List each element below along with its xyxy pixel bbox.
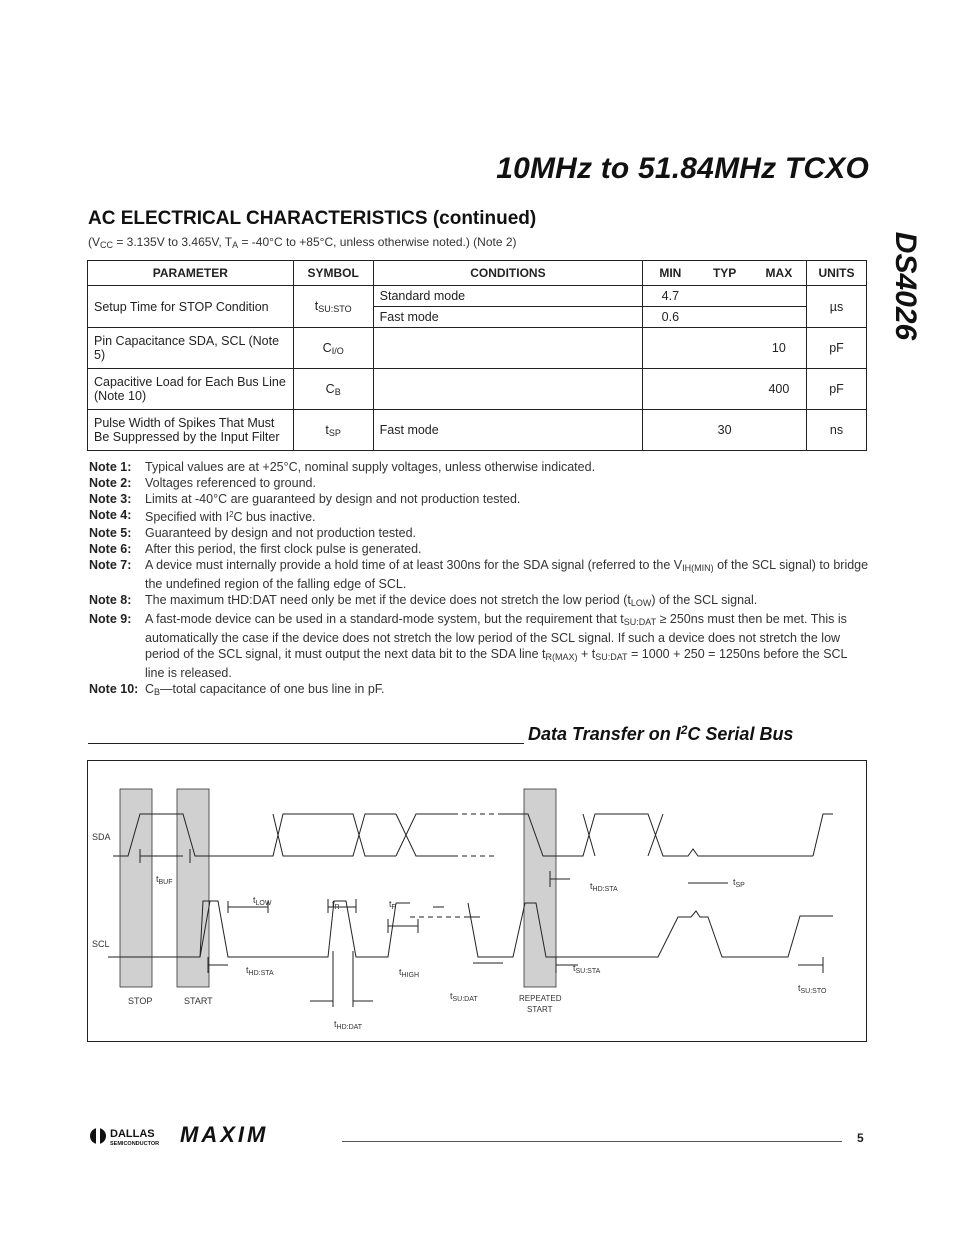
page-number: 5 [857, 1131, 864, 1145]
row-units: µs [807, 286, 867, 328]
page-title: 10MHz to 51.84MHz TCXO [496, 152, 869, 185]
side-part-number-text: DS4026 [889, 231, 922, 341]
table-row [88, 328, 867, 369]
row-parameter: Pulse Width of Spikes That Must Be Suppressed by the Input Filter [88, 410, 294, 451]
diagram-heading-rule [88, 743, 524, 744]
note-item: Note 10: $C_B—total$ capacitance of one bus line in pF. [89, 682, 385, 697]
row-units: pF [807, 369, 867, 410]
row-symbol: $t_{SP}$ [293, 410, 373, 451]
diagram-heading: Data Transfer on $I^2C$ Serial Bus [528, 723, 794, 744]
note-item: Note 1: Typical values are at +25°C, nominal supply voltages, unless otherwise indicated. [89, 460, 596, 474]
row-symbol: $t_{SU:STO}$ [293, 286, 373, 328]
tlow-label: $t_{LOW}$ [253, 895, 272, 907]
row-min-typ-max: 4.7 [643, 286, 807, 307]
note-item: Note 9: A fast-mode device can be used in a standard-mode system, but the requirement that $t_{SU:DAT} \ge 250ns$ must then be met. This is automatically the case if the device does not stretch the low period of the SCL signal. If such a device does not stretch the low period of the SCL signal, it must output the next data bit to the SDA line $t_{R(MAX)} + t_{SU:DAT} = 1000 + 250 = 1250ns$ before the SCL line is released. [89, 612, 848, 680]
row-condition [373, 328, 643, 369]
thdsta2-label: $t_{HD:STA}$ [590, 881, 618, 893]
dallas-logo [89, 1125, 179, 1152]
stop-label: STOP [128, 996, 153, 1006]
note-item: Note 6: After this period, the first clock pulse is generated. [89, 542, 422, 556]
header-conditions: CONDITIONS [373, 261, 643, 286]
ac-characteristics-table [87, 260, 867, 451]
note-item: Note 4: Specified with $I^2C$ bus inactive. [89, 508, 316, 524]
svg-text:SEMICONDUCTOR: SEMICONDUCTOR [110, 1141, 160, 1147]
tf-label: $t_F$ [389, 899, 396, 911]
start-label: START [184, 996, 213, 1006]
row-symbol: $C_B$ [293, 369, 373, 410]
header-min-typ-max: MIN TYP MAX [643, 261, 807, 286]
sda-label: SDA [92, 832, 111, 842]
header-symbol: SYMBOL [293, 261, 373, 286]
scl-label: SCL [92, 939, 110, 949]
maxim-logo [180, 1124, 330, 1151]
thddat-label: $t_{HD:DAT}$ [334, 1019, 363, 1031]
row-units: ns [807, 410, 867, 451]
i2c-timing-diagram [87, 760, 867, 1042]
thdsta-label: $t_{HD:STA}$ [246, 965, 274, 977]
row-symbol: $C_{I/O}$ [293, 328, 373, 369]
note-item: Note 3: Limits at -40°C are guaranteed by design and not production tested. [89, 492, 521, 506]
note-item: Note 7: A device must internally provide a hold time of at least 300ns for the SDA signal (referred to the $V_{IH(MIN)}$ of the SCL signal) to bridge the undefined region of the falling edge of SCL. [89, 558, 869, 591]
row-min-typ-max: 10 [643, 328, 807, 369]
table-header-row [88, 261, 867, 286]
section-heading: AC ELECTRICAL CHARACTERISTICS (continued) [88, 208, 537, 229]
tsp-label: $t_{SP}$ [733, 877, 745, 889]
note-item: Note 8: The maximum tHD:DAT need only be met if the device does not stretch the low period $(t_{LOW})$ of the SCL signal. [89, 593, 758, 608]
tr-label: $t_R$ [332, 899, 340, 911]
notes-list [89, 459, 869, 700]
tsusto-label: $t_{SU:STO}$ [798, 983, 827, 995]
test-conditions: ($V_{CC} = 3.135V$ to 3.465V, $T_A = -40^\circ C$ to +85°C, unless otherwise noted.) (Note 2) [88, 235, 517, 250]
table-row [88, 369, 867, 410]
row-parameter: Pin Capacitance SDA, SCL (Note 5) [88, 328, 294, 369]
header-parameter: PARAMETER [88, 261, 294, 286]
svg-text:MAXIM: MAXIM [180, 1124, 269, 1146]
row-condition: Fast mode [373, 307, 643, 328]
tsusta-label: $t_{SU:STA}$ [573, 963, 601, 975]
table-row [88, 410, 867, 451]
header-units: UNITS [807, 261, 867, 286]
side-part-number [870, 216, 940, 356]
table-row [88, 286, 867, 307]
note-item: Note 2: Voltages referenced to ground. [89, 476, 316, 490]
row-min-typ-max: 0.6 [643, 307, 807, 328]
row-parameter: Setup Time for STOP Condition [88, 286, 294, 328]
thigh-label: $t_{HIGH}$ [399, 967, 420, 979]
row-units: pF [807, 328, 867, 369]
row-condition: Standard mode [373, 286, 643, 307]
svg-text:DALLAS: DALLAS [110, 1128, 155, 1140]
note-item: Note 5: Guaranteed by design and not production tested. [89, 526, 417, 540]
tsudat-label: $t_{SU:DAT}$ [450, 991, 478, 1003]
repeated-start-label: START [527, 1005, 553, 1014]
row-min-typ-max: 400 [643, 369, 807, 410]
row-min-typ-max: 30 [643, 410, 807, 451]
row-condition: Fast mode [373, 410, 643, 451]
footer-rule [342, 1141, 842, 1142]
tbuf-label: $t_{BUF}$ [156, 874, 173, 886]
row-parameter: Capacitive Load for Each Bus Line (Note 10) [88, 369, 294, 410]
repeated-label: REPEATED [519, 994, 562, 1003]
row-condition [373, 369, 643, 410]
